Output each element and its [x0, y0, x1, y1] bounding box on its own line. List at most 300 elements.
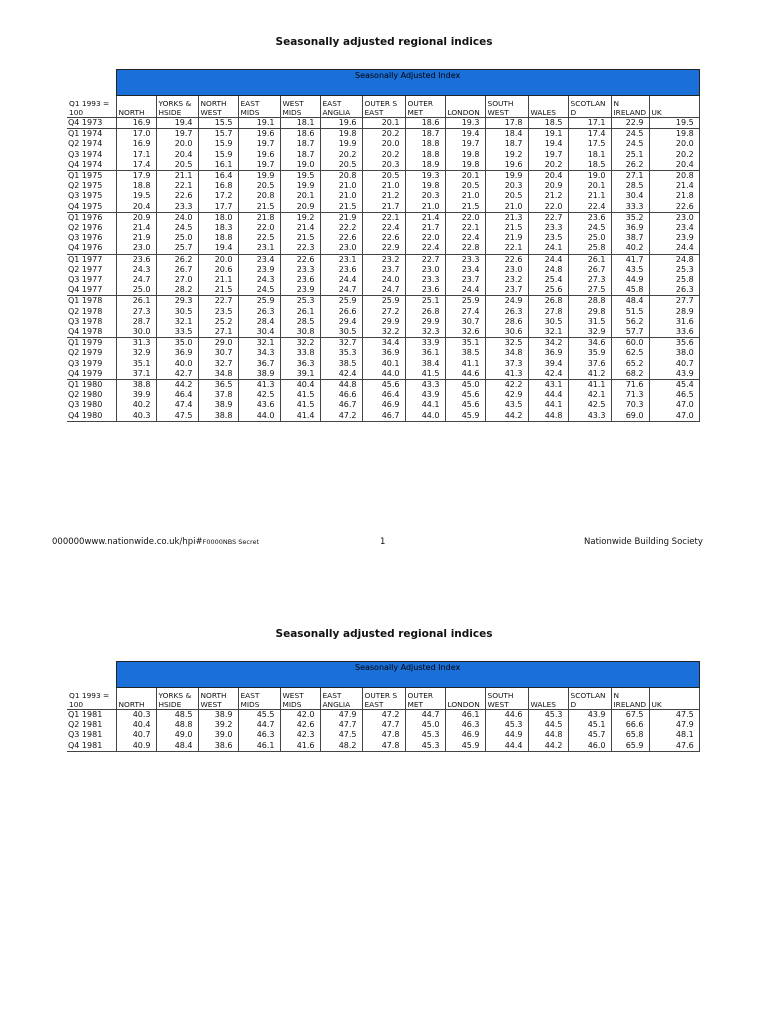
table-cell: 21.4: [649, 181, 699, 191]
table-cell: 44.8: [528, 411, 568, 422]
table-cell: 21.9: [320, 212, 362, 223]
table-cell: 19.0: [280, 160, 320, 171]
table-cell: 30.7: [198, 348, 238, 358]
column-header: N IRELAND: [611, 688, 649, 710]
table-cell: 19.8: [649, 129, 699, 140]
table-cell: 15.9: [198, 139, 238, 149]
row-label: Q2 1978: [68, 306, 103, 316]
table-row: [67, 202, 699, 213]
table-cell: 21.1: [568, 191, 611, 201]
table-cell: 40.7: [116, 730, 156, 740]
column-header: YORKS & HSIDE: [156, 688, 198, 710]
table-cell: 42.9: [485, 390, 528, 400]
table-cell: 23.6: [405, 285, 445, 296]
table-cell: 45.5: [238, 710, 280, 721]
table-cell: 32.1: [156, 317, 198, 327]
row-label: Q4 1977: [68, 285, 103, 295]
table-cell: 18.7: [280, 150, 320, 160]
table-cell: 23.3: [280, 265, 320, 275]
row-label: Q4 1980: [68, 410, 103, 420]
table-cell: 19.4: [528, 139, 568, 149]
table-cell: 23.4: [649, 223, 699, 233]
table-cell: 35.2: [611, 212, 649, 223]
table-cell: 19.5: [116, 191, 156, 201]
table-cell: 34.8: [485, 348, 528, 358]
table-cell: 25.2: [198, 317, 238, 327]
table-cell: 17.5: [568, 139, 611, 149]
table-cell: 46.7: [362, 411, 405, 422]
table-cell: 22.0: [528, 202, 568, 213]
table-cell: 22.1: [156, 181, 198, 191]
table-cell: 25.9: [320, 296, 362, 307]
table-cell: 31.5: [568, 317, 611, 327]
table-cell: 24.5: [156, 223, 198, 233]
table-row: [67, 118, 699, 129]
column-header: EAST MIDS: [238, 688, 280, 710]
table-cell: 20.3: [405, 191, 445, 201]
table-cell: 32.9: [568, 327, 611, 338]
table-cell: 45.6: [362, 380, 405, 391]
page1-title: Seasonally adjusted regional indices: [275, 36, 493, 48]
table-row: [67, 741, 699, 752]
table-cell: 22.9: [611, 118, 649, 129]
row-label: Q2 1981: [68, 720, 103, 730]
table-cell: 25.8: [568, 243, 611, 254]
table-cell: 47.0: [649, 400, 699, 410]
table-cell: 46.7: [320, 400, 362, 410]
table-cell: 23.6: [280, 275, 320, 285]
table-cell: 70.3: [611, 400, 649, 410]
table-cell: 17.4: [568, 129, 611, 140]
column-header: WEST MIDS: [280, 688, 320, 710]
table-cell: 22.0: [238, 223, 280, 233]
table-cell: 42.6: [280, 720, 320, 730]
table-cell: 43.3: [568, 411, 611, 422]
table-cell: 27.4: [445, 307, 485, 317]
table-cell: 38.7: [611, 233, 649, 243]
table-cell: 25.9: [238, 296, 280, 307]
table-cell: 30.4: [611, 191, 649, 201]
table-cell: 23.4: [445, 265, 485, 275]
table-cell: 32.7: [320, 338, 362, 349]
table-cell: 32.1: [238, 338, 280, 349]
table-cell: 27.1: [198, 327, 238, 338]
table-cell: 45.6: [445, 390, 485, 400]
table-cell: 41.5: [405, 369, 445, 380]
table-cell: 19.7: [528, 150, 568, 160]
table-cell: 46.5: [649, 390, 699, 400]
table-cell: 22.7: [528, 212, 568, 223]
column-header: WALES: [528, 96, 568, 118]
table-cell: 23.0: [405, 265, 445, 275]
column-header: EAST ANGLIA: [320, 688, 362, 710]
table-cell: 47.0: [649, 411, 699, 422]
table-cell: 29.3: [156, 296, 198, 307]
table-cell: 18.9: [405, 160, 445, 171]
table-cell: 27.8: [528, 307, 568, 317]
table-cell: 21.4: [280, 223, 320, 233]
table-cell: 32.1: [528, 327, 568, 338]
table-cell: 41.7: [611, 254, 649, 265]
table-cell: 21.2: [362, 191, 405, 201]
table-cell: 32.5: [485, 338, 528, 349]
table-row: [67, 390, 699, 400]
table-cell: 36.7: [238, 359, 280, 369]
table-cell: 21.1: [198, 275, 238, 285]
table-cell: 43.3: [405, 380, 445, 391]
table-cell: 21.7: [405, 223, 445, 233]
table-cell: 20.5: [485, 191, 528, 201]
table-cell: 36.9: [156, 348, 198, 358]
table-cell: 23.7: [445, 275, 485, 285]
table-cell: 38.4: [405, 359, 445, 369]
table-cell: 24.5: [238, 285, 280, 296]
table-cell: 21.0: [320, 191, 362, 201]
row-label: Q2 1975: [68, 181, 103, 191]
table-row: [67, 327, 699, 338]
table-cell: 38.9: [198, 400, 238, 410]
table-cell: 34.4: [362, 338, 405, 349]
table-row: [67, 411, 699, 422]
table-cell: 65.9: [611, 741, 649, 752]
table-cell: 19.9: [485, 171, 528, 182]
row-label: Q1 1976: [67, 212, 116, 223]
table-cell: 20.3: [362, 160, 405, 171]
table-cell: 24.7: [362, 285, 405, 296]
row-label: Q1 1974: [67, 129, 116, 140]
table-cell: 20.4: [156, 150, 198, 160]
table-cell: 20.4: [116, 202, 156, 213]
table-cell: 20.8: [649, 171, 699, 182]
table-cell: 23.3: [528, 223, 568, 233]
table-cell: 18.1: [568, 150, 611, 160]
table-cell: 20.1: [568, 181, 611, 191]
table-cell: 22.1: [485, 243, 528, 254]
table-cell: 24.0: [362, 275, 405, 285]
table-row: [67, 265, 699, 275]
table-cell: 29.0: [198, 338, 238, 349]
table-row: [67, 139, 699, 149]
table-cell: 20.5: [238, 181, 280, 191]
table-cell: 17.1: [116, 150, 156, 160]
table-cell: 20.6: [198, 265, 238, 275]
table-cell: 15.9: [198, 150, 238, 160]
table-cell: 28.8: [568, 296, 611, 307]
row-label: Q4 1974: [68, 159, 103, 169]
table-cell: 19.9: [238, 171, 280, 182]
table-cell: 26.6: [320, 307, 362, 317]
footer-company: Nationwide Building Society: [584, 537, 703, 547]
row-label: Q4 1975: [68, 201, 103, 211]
table-cell: 28.5: [280, 317, 320, 327]
table-cell: 19.4: [156, 118, 198, 129]
table-cell: 47.2: [320, 411, 362, 422]
table-cell: 24.7: [116, 275, 156, 285]
table-cell: 45.0: [405, 720, 445, 730]
table-row: [67, 338, 699, 349]
table-cell: 40.2: [116, 400, 156, 410]
table-cell: 18.6: [280, 129, 320, 140]
table-cell: 23.0: [116, 243, 156, 254]
table-cell: 39.4: [528, 359, 568, 369]
table-cell: 20.2: [362, 129, 405, 140]
row-label: Q4 1978: [68, 327, 103, 337]
table-cell: 23.0: [485, 265, 528, 275]
table-cell: 46.1: [238, 741, 280, 752]
table-cell: 44.6: [485, 710, 528, 721]
table-cell: 17.9: [116, 171, 156, 182]
table-cell: 19.5: [280, 171, 320, 182]
table-cell: 16.9: [116, 139, 156, 149]
table-cell: 17.2: [198, 191, 238, 201]
table-cell: 27.2: [362, 307, 405, 317]
table-cell: 42.2: [485, 380, 528, 391]
table-row: [67, 233, 699, 243]
table-cell: 25.8: [649, 275, 699, 285]
table-banner: Seasonally Adjusted Index: [116, 70, 699, 96]
table-cell: 21.0: [320, 181, 362, 191]
table-cell: 21.5: [198, 285, 238, 296]
column-header: OUTER MET: [405, 96, 445, 118]
table-cell: 27.1: [611, 171, 649, 182]
table-cell: 24.3: [116, 265, 156, 275]
table-cell: 35.1: [445, 338, 485, 349]
column-header: SCOTLAN D: [568, 688, 611, 710]
table-row: [67, 212, 699, 223]
table-cell: 36.9: [362, 348, 405, 358]
table-row: [67, 317, 699, 327]
table-cell: 16.9: [116, 118, 156, 129]
table-cell: 16.1: [198, 160, 238, 171]
table-cell: 23.1: [320, 254, 362, 265]
column-header: UK: [649, 688, 699, 710]
table-cell: 33.5: [156, 327, 198, 338]
table-cell: 43.5: [485, 400, 528, 410]
table-cell: 21.8: [649, 191, 699, 201]
table-cell: 60.0: [611, 338, 649, 349]
table-cell: 43.9: [405, 390, 445, 400]
table-cell: 32.7: [198, 359, 238, 369]
table-cell: 37.8: [198, 390, 238, 400]
table-cell: 38.5: [320, 359, 362, 369]
table-cell: 21.1: [156, 171, 198, 182]
row-label: Q2 1974: [68, 139, 103, 149]
table-cell: 44.8: [320, 380, 362, 391]
table-cell: 22.6: [320, 233, 362, 243]
table-cell: 25.1: [611, 150, 649, 160]
row-label: Q2 1980: [68, 390, 103, 400]
table-cell: 46.4: [156, 390, 198, 400]
table-cell: 46.0: [568, 741, 611, 752]
table-cell: 46.1: [445, 710, 485, 721]
table-cell: 23.3: [405, 275, 445, 285]
table-cell: 30.0: [116, 327, 156, 338]
table-cell: 57.7: [611, 327, 649, 338]
table-cell: 45.4: [649, 380, 699, 391]
table-cell: 22.4: [445, 233, 485, 243]
table-cell: 20.2: [528, 160, 568, 171]
table-cell: 44.9: [485, 730, 528, 740]
column-header: NORTH WEST: [198, 688, 238, 710]
table-cell: 19.6: [320, 118, 362, 129]
corner-label: Q1 1993 = 100: [69, 98, 110, 117]
table-cell: 44.9: [611, 275, 649, 285]
table-cell: 19.1: [528, 129, 568, 140]
table-cell: 21.3: [485, 212, 528, 223]
row-label: Q3 1976: [68, 233, 103, 243]
table-cell: 19.6: [238, 150, 280, 160]
table-cell: 41.1: [445, 359, 485, 369]
table-cell: 30.7: [445, 317, 485, 327]
table-cell: 23.7: [362, 265, 405, 275]
table-cell: 23.0: [649, 212, 699, 223]
table-cell: 24.7: [320, 285, 362, 296]
table-cell: 20.2: [362, 150, 405, 160]
table-cell: 23.2: [485, 275, 528, 285]
table-cell: 27.5: [568, 285, 611, 296]
table-row: [67, 710, 699, 721]
column-header: SCOTLAN D: [568, 96, 611, 118]
table-cell: 22.0: [445, 212, 485, 223]
table-cell: 24.1: [528, 243, 568, 254]
row-label: Q1 1978: [67, 296, 116, 307]
table-cell: 22.4: [568, 202, 611, 213]
row-label: Q1 1979: [67, 338, 116, 349]
table-cell: 24.4: [649, 243, 699, 254]
table-cell: 21.5: [238, 202, 280, 213]
table-cell: 22.4: [405, 243, 445, 254]
table-cell: 19.1: [238, 118, 280, 129]
table-cell: 25.6: [528, 285, 568, 296]
table-cell: 46.9: [445, 730, 485, 740]
table-row: [67, 160, 699, 171]
table-cell: 23.7: [485, 285, 528, 296]
table-cell: 22.2: [320, 223, 362, 233]
table-cell: 44.4: [528, 390, 568, 400]
table-cell: 46.3: [445, 720, 485, 730]
table-cell: 25.7: [156, 243, 198, 254]
table-cell: 20.9: [528, 181, 568, 191]
table-cell: 29.8: [568, 307, 611, 317]
table-cell: 18.0: [198, 212, 238, 223]
table-row: [67, 285, 699, 296]
table-cell: 20.8: [238, 191, 280, 201]
table-cell: 40.9: [116, 741, 156, 752]
table-cell: 19.8: [445, 160, 485, 171]
table-cell: 41.2: [568, 369, 611, 380]
table-cell: 24.4: [320, 275, 362, 285]
table-cell: 47.9: [320, 710, 362, 721]
table-cell: 23.1: [238, 243, 280, 254]
table-cell: 21.5: [280, 233, 320, 243]
table-cell: 19.8: [320, 129, 362, 140]
table-cell: 20.0: [198, 254, 238, 265]
table-cell: 24.4: [528, 254, 568, 265]
table-cell: 23.3: [445, 254, 485, 265]
table-cell: 41.5: [280, 400, 320, 410]
table-cell: 68.2: [611, 369, 649, 380]
column-header: EAST ANGLIA: [320, 96, 362, 118]
table-cell: 45.0: [445, 380, 485, 391]
row-label: Q2 1976: [68, 223, 103, 233]
table-cell: 23.9: [238, 265, 280, 275]
table-cell: 19.2: [280, 212, 320, 223]
table-cell: 38.8: [116, 380, 156, 391]
table-cell: 22.6: [362, 233, 405, 243]
table-cell: 25.4: [528, 275, 568, 285]
row-label: Q3 1975: [68, 191, 103, 201]
table-cell: 20.2: [320, 150, 362, 160]
table-cell: 20.3: [485, 181, 528, 191]
row-label: Q1 1975: [67, 171, 116, 182]
table-cell: 26.7: [568, 265, 611, 275]
table-cell: 71.3: [611, 390, 649, 400]
table-cell: 40.2: [611, 243, 649, 254]
row-label: Q3 1979: [68, 358, 103, 368]
table-cell: 34.3: [238, 348, 280, 358]
table-cell: 21.5: [485, 223, 528, 233]
table-cell: 56.2: [611, 317, 649, 327]
table-cell: 44.1: [528, 400, 568, 410]
table-cell: 32.2: [280, 338, 320, 349]
table-cell: 24.9: [485, 296, 528, 307]
table-cell: 38.9: [238, 369, 280, 380]
table-cell: 17.1: [568, 118, 611, 129]
table-cell: 21.5: [445, 202, 485, 213]
table-cell: 26.8: [405, 307, 445, 317]
table-cell: 47.9: [649, 720, 699, 730]
table-cell: 44.2: [528, 741, 568, 752]
column-header: WALES: [528, 688, 568, 710]
table-cell: 62.5: [611, 348, 649, 358]
table-cell: 30.5: [528, 317, 568, 327]
table-cell: 21.4: [116, 223, 156, 233]
table-cell: 38.5: [445, 348, 485, 358]
table-cell: 22.1: [445, 223, 485, 233]
table-cell: 21.2: [528, 191, 568, 201]
table-cell: 17.4: [116, 160, 156, 171]
table-cell: 21.4: [405, 212, 445, 223]
column-header: OUTER S EAST: [362, 688, 405, 710]
table-cell: 42.5: [568, 400, 611, 410]
page-number: 1: [380, 537, 386, 547]
table-cell: 21.0: [405, 202, 445, 213]
table-cell: 26.3: [485, 307, 528, 317]
table-cell: 22.1: [362, 212, 405, 223]
table-cell: 28.7: [116, 317, 156, 327]
table-cell: 43.6: [238, 400, 280, 410]
row-label: Q3 1978: [68, 316, 103, 326]
table-cell: 32.2: [362, 327, 405, 338]
table-cell: 25.9: [445, 296, 485, 307]
table-row: [67, 400, 699, 410]
table-cell: 18.7: [485, 139, 528, 149]
table-cell: 28.2: [156, 285, 198, 296]
table-cell: 47.6: [649, 741, 699, 752]
table-cell: 20.5: [362, 171, 405, 182]
table-cell: 20.8: [320, 171, 362, 182]
table-cell: 27.3: [116, 307, 156, 317]
table-row: [67, 720, 699, 730]
table-cell: 20.0: [156, 139, 198, 149]
table-cell: 20.4: [649, 160, 699, 171]
table-cell: 43.5: [611, 265, 649, 275]
table-cell: 65.2: [611, 359, 649, 369]
table-cell: 44.2: [156, 380, 198, 391]
table-cell: 48.4: [611, 296, 649, 307]
table-cell: 28.4: [238, 317, 280, 327]
index-table-2: [67, 661, 700, 752]
